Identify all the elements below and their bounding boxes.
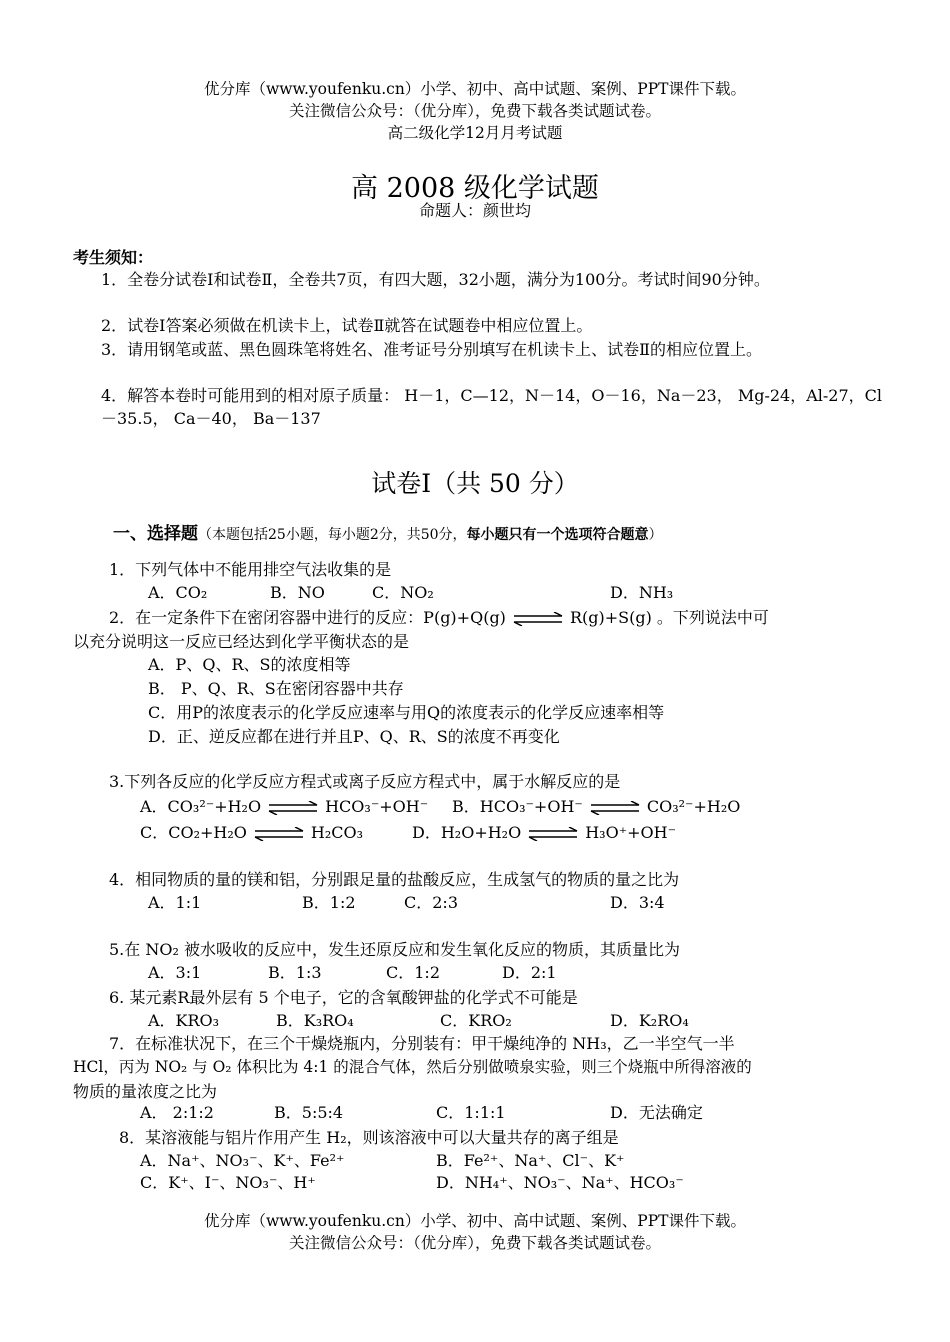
q3-option-a bbox=[140, 796, 428, 818]
q3-c-reactants: C．CO₂+H₂O bbox=[140, 823, 247, 842]
q5-option-d: D．2:1 bbox=[502, 963, 557, 982]
q2-stem-right: R(g)+S(g) 。下列说法中可 bbox=[569, 608, 769, 627]
q2-option-d: D．正、逆反应都在进行并且P、Q、R、S的浓度不再变化 bbox=[148, 727, 560, 746]
q1-option-d: D．NH₃ bbox=[610, 583, 674, 602]
q7-stem-line1: 7．在标准状况下，在三个干燥烧瓶内，分别装有：甲干燥纯净的 NH₃，乙一半空气一半 bbox=[109, 1034, 735, 1053]
q6-stem: 6. 某元素R最外层有 5 个电子，它的含氧酸钾盐的化学式不可能是 bbox=[109, 988, 578, 1007]
section-note: （本题包括25小题，每小题2分，共50分， bbox=[198, 527, 467, 543]
q5-option-a: A．3:1 bbox=[148, 963, 202, 982]
q3-d-reactants: D．H₂O+H₂O bbox=[412, 823, 522, 842]
q7-option-b: B．5:5:4 bbox=[274, 1103, 344, 1122]
q8-stem: 8．某溶液能与铝片作用产生 H₂，则该溶液中可以大量共存的离子组是 bbox=[119, 1128, 619, 1147]
q7-stem-line3: 物质的量浓度之比为 bbox=[73, 1082, 218, 1101]
q3-option-c bbox=[140, 822, 363, 844]
exam-subtitle: 高二级化学12月月考试题 bbox=[387, 124, 563, 142]
q4-option-b: B．1:2 bbox=[302, 893, 356, 912]
q5-option-c: C．1:2 bbox=[386, 963, 440, 982]
exam-title: 高 2008 级化学试题 bbox=[351, 173, 599, 204]
q5-stem: 5.在 NO₂ 被水吸收的反应中，发生还原反应和发生氧化反应的物质，其质量比为 bbox=[109, 940, 680, 959]
q8-option-a: A．Na⁺、NO₃⁻、K⁺、Fe²⁺ bbox=[140, 1151, 345, 1170]
part1-title: 试卷Ⅰ（共 50 分） bbox=[371, 469, 579, 498]
section-heading bbox=[73, 522, 923, 547]
section-note-end: ） bbox=[648, 527, 663, 543]
q3-option-d bbox=[412, 822, 676, 844]
q2-stem-line1 bbox=[73, 606, 919, 629]
header-ad-line: 优分库（www.youfenku.cn）小学、初中、高中试题、案例、PPT课件下载。 bbox=[203, 80, 747, 98]
q4-option-c: C．2:3 bbox=[404, 893, 458, 912]
q3-stem: 3.下列各反应的化学反应方程式或离子反应方程式中，属于水解反应的是 bbox=[109, 772, 621, 791]
q3-b-reactants: B．HCO₃⁻+OH⁻ bbox=[452, 797, 583, 816]
q3-d-products: H₃O⁺+OH⁻ bbox=[585, 823, 677, 842]
notice-item-4: 4．解答本卷时可能用到的相对原子质量： H－1，C—12，N－14，O－16，Na－23， Mg-24，Al-27，Cl－35.5， Ca－40， Ba－137 bbox=[101, 386, 883, 428]
q3-a-reactants: A．CO₃²⁻+H₂O bbox=[140, 797, 262, 816]
q6-option-d: D．K₂RO₄ bbox=[610, 1011, 689, 1030]
q3-b-products: CO₃²⁻+H₂O bbox=[646, 797, 741, 816]
q2-option-c: C．用P的浓度表示的化学反应速率与用Q的浓度表示的化学反应速率相等 bbox=[148, 703, 665, 722]
q3-option-b bbox=[452, 796, 740, 818]
q4-option-a: A．1:1 bbox=[148, 893, 202, 912]
q5-option-b: B．1:3 bbox=[268, 963, 322, 982]
header-wechat-line: 关注微信公众号：（优分库），免费下载各类试题试卷。 bbox=[288, 102, 661, 120]
footer-ad-line: 优分库（www.youfenku.cn）小学、初中、高中试题、案例、PPT课件下载。 bbox=[203, 1212, 747, 1230]
section-note-bold: 每小题只有一个选项符合题意 bbox=[466, 527, 649, 543]
q1-option-c: C．NO₂ bbox=[372, 583, 434, 602]
exam-author: 命题人：颜世均 bbox=[418, 201, 531, 220]
q7-stem-line2: HCl，丙为 NO₂ 与 O₂ 体积比为 4:1 的混合气体，然后分别做喷泉实验，则三个烧瓶中所得溶液的 bbox=[73, 1058, 752, 1076]
q2-stem-left: 2．在一定条件下在密闭容器中进行的反应：P(g)+Q(g) bbox=[109, 608, 506, 627]
q6-option-b: B．K₃RO₄ bbox=[276, 1011, 354, 1030]
q6-option-a: A．KRO₃ bbox=[148, 1011, 220, 1030]
notice-item-2: 2．试卷Ⅰ答案必须做在机读卡上，试卷Ⅱ就答在试题卷中相应位置上。 bbox=[101, 316, 593, 335]
q1-option-b: B．NO bbox=[270, 583, 325, 602]
q2-stem-line2: 以充分说明这一反应已经达到化学平衡状态的是 bbox=[73, 632, 410, 651]
q3-c-products: H₂CO₃ bbox=[310, 823, 364, 842]
q8-option-b: B．Fe²⁺、Na⁺、Cl⁻、K⁺ bbox=[436, 1151, 625, 1170]
notice-item-1: 1．全卷分试卷Ⅰ和试卷Ⅱ，全卷共7页，有四大题，32小题，满分为100分。考试时间90分钟。 bbox=[101, 270, 770, 289]
equilibrium-arrow-icon bbox=[253, 827, 305, 841]
notice-heading: 考生须知： bbox=[73, 248, 154, 267]
q2-option-b: B． P、Q、R、S在密闭容器中共存 bbox=[148, 679, 404, 698]
q7-option-d: D．无法确定 bbox=[610, 1103, 703, 1122]
notice-item-3: 3．请用钢笔或蓝、黑色圆珠笔将姓名、准考证号分别填写在机读卡上、试卷Ⅱ的相应位置上。 bbox=[101, 340, 763, 359]
equilibrium-arrow-icon bbox=[527, 827, 579, 841]
q8-option-c: C．K⁺、I⁻、NO₃⁻、H⁺ bbox=[140, 1173, 316, 1192]
equilibrium-arrow-icon bbox=[512, 612, 564, 626]
equilibrium-arrow-icon bbox=[267, 801, 319, 815]
footer-wechat-line: 关注微信公众号：（优分库），免费下载各类试题试卷。 bbox=[288, 1234, 661, 1252]
q3-a-products: HCO₃⁻+OH⁻ bbox=[325, 797, 429, 816]
q7-option-c: C．1:1:1 bbox=[436, 1103, 506, 1122]
q1-option-a: A．CO₂ bbox=[148, 583, 208, 602]
equilibrium-arrow-icon bbox=[589, 801, 641, 815]
q4-option-d: D．3:4 bbox=[610, 893, 665, 912]
q7-option-a: A． 2:1:2 bbox=[140, 1103, 214, 1122]
q4-stem: 4．相同物质的量的镁和铝，分别跟足量的盐酸反应，生成氢气的物质的量之比为 bbox=[109, 870, 680, 889]
q2-option-a: A．P、Q、R、S的浓度相等 bbox=[148, 655, 351, 674]
q8-option-d: D．NH₄⁺、NO₃⁻、Na⁺、HCO₃⁻ bbox=[436, 1173, 684, 1192]
section-label: 一、选择题 bbox=[113, 524, 198, 544]
q6-option-c: C．KRO₂ bbox=[440, 1011, 512, 1030]
q1-stem: 1．下列气体中不能用排空气法收集的是 bbox=[109, 560, 392, 579]
